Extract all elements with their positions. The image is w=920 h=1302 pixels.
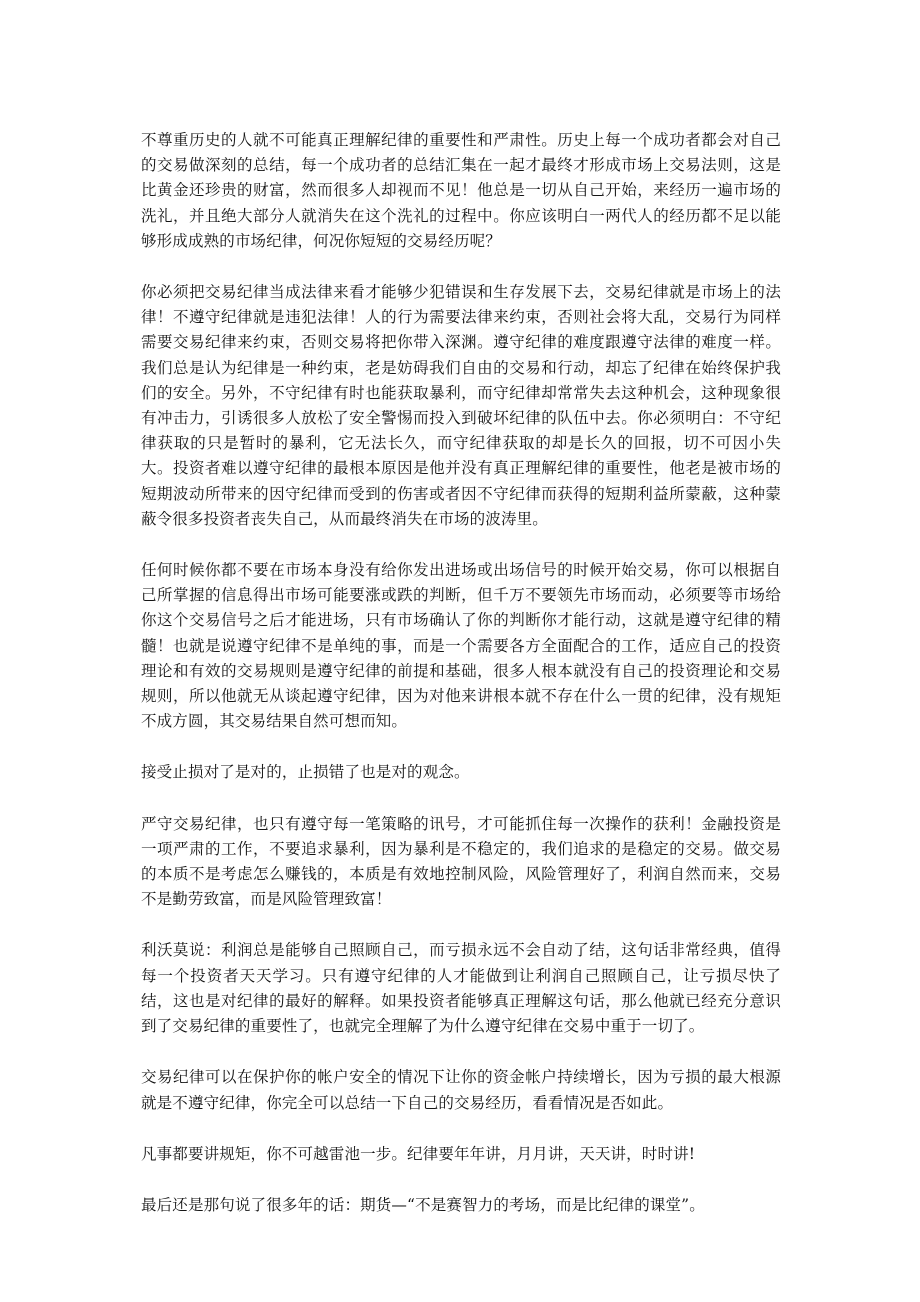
- document-body: [141, 128, 781, 1244]
- paragraph-conclusion: 最后还是那句说了很多年的话：期货—“不是赛智力的考场，而是比纪律的课堂”。: [141, 1195, 705, 1214]
- paragraph-stop-loss: 接受止损对了是对的，止损错了也是对的观念。: [141, 763, 470, 782]
- paragraph-account: 交易纪律可以在保护你的帐户安全的情况下让你的资金帐户持续增长，因为亏损的最大根源就是不遵守纪律，你完全可以总结一下自己的交易经历，看看情况是否如此。: [141, 1068, 781, 1112]
- paragraph-signal: 任何时候你都不要在市场本身没有给你发出进场或出场信号的时候开始交易，你可以根据自己所掌握的信息得出市场可能要涨或跌的判断，但千万不要领先市场而动，必须要等市场给你这个交易信号之后才能进场，只有市场确认了你的判断你才能行动，这就是遵守纪律的精髓！也就是说遵守纪律不是单纯的事，而是一个需要各方全面配合的工作，适应自己的投资理论和有效的交易规则是遵守纪律的前提和基础，很多人根本就没有自己的投资理论和交易规则，所以他就无从谈起遵守纪律，因为对他来讲根本就不存在什么一贯的纪律，没有规矩不成方圆，其交易结果自然可想而知。: [141, 561, 781, 731]
- paragraph-livermore: 利沃莫说：利润总是能够自己照顾自己，而亏损永远不会自动了结，这句话非常经典，值得每一个投资者天天学习。只有遵守纪律的人才能做到让利润自己照顾自己，让亏损尽快了结，这也是对纪律的最好的解释。如果投资者能够真正理解这句话，那么他就已经充分意识到了交易纪律的重要性了，也就完全理解了为什么遵守纪律在交易中重于一切了。: [141, 941, 781, 1036]
- paragraph-law: 你必须把交易纪律当成法律来看才能够少犯错误和生存发展下去，交易纪律就是市场上的法律！不遵守纪律就是违犯法律！人的行为需要法律来约束，否则社会将大乱，交易行为同样需要交易纪律来约束，否则交易将把你带入深渊。遵守纪律的难度跟遵守法律的难度一样。我们总是认为纪律是一种约束，老是妨碍我们自由的交易和行动，却忘了纪律在始终保护我们的安全。另外，不守纪律有时也能获取暴利，而守纪律却常常失去这种机会，这种现象很有冲击力，引诱很多人放松了安全警惕而投入到破坏纪律的队伍中去。你必须明白：不守纪律获取的只是暂时的暴利，它无法长久，而守纪律获取的却是长久的回报，切不可因小失大。投资者难以遵守纪律的最根本原因是他并没有真正理解纪律的重要性，他老是被市场的短期波动所带来的因守纪律而受到的伤害或者因不守纪律而获得的短期利益所蒙蔽，这种蒙蔽令很多投资者丧失自己，从而最终消失在市场的波涛里。: [141, 283, 781, 528]
- paragraph-rules: 凡事都要讲规矩，你不可越雷池一步。纪律要年年讲，月月讲，天天讲，时时讲!: [141, 1144, 696, 1163]
- paragraph-history: 不尊重历史的人就不可能真正理解纪律的重要性和严肃性。历史上每一个成功者都会对自己的交易做深刻的总结，每一个成功者的总结汇集在一起才最终才形成市场上交易法则，这是比黄金还珍贵的财富，然而很多人却视而不见！他总是一切从自己开始，来经历一遍市场的洗礼，并且绝大部分人就消失在这个洗礼的过程中。你应该明白一两代人的经历都不足以能够形成成熟的市场纪律，何况你短短的交易经历呢？: [141, 131, 781, 250]
- paragraph-risk: 严守交易纪律，也只有遵守每一笔策略的讯号，才可能抓住每一次操作的获利！金融投资是一项严肃的工作，不要追求暴利，因为暴利是不稳定的，我们追求的是稳定的交易。做交易的本质不是考虑怎么赚钱的，本质是有效地控制风险，风险管理好了，利润自然而来，交易不是勤劳致富，而是风险管理致富！: [141, 814, 781, 909]
